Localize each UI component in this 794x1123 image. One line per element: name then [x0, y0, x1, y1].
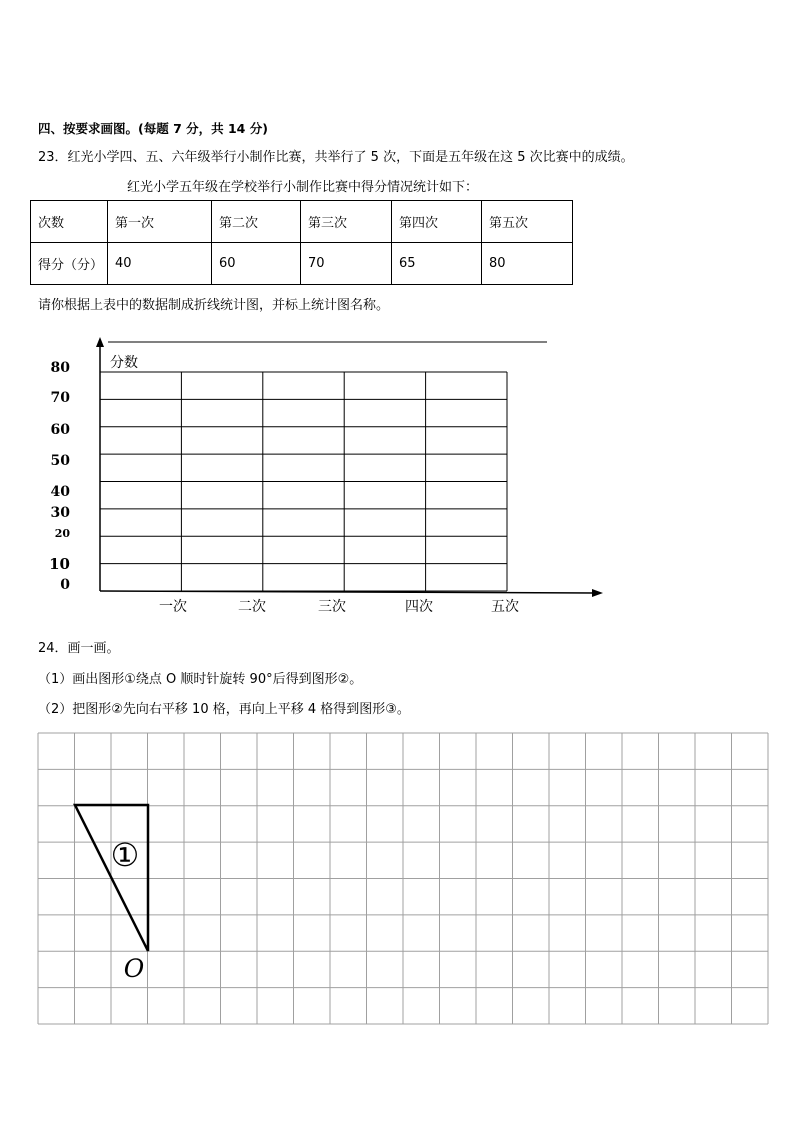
- y-tick-label: 30: [50, 505, 70, 521]
- table-header-cell: 第三次: [301, 201, 392, 243]
- table-cell: 40: [108, 243, 212, 285]
- x-tick-label: 二次: [238, 599, 266, 615]
- section-heading: 四、按要求画图。(每题 7 分，共 14 分): [38, 121, 268, 136]
- table-cell: 65: [392, 243, 482, 285]
- y-tick-label: 60: [50, 422, 70, 438]
- table-cell: 60: [212, 243, 301, 285]
- table-cell: 70: [301, 243, 392, 285]
- table-cell: 得分（分）: [31, 243, 108, 285]
- line-chart-blank: [0, 330, 794, 620]
- table-header-cell: 第四次: [392, 201, 482, 243]
- shape-1-label: ①: [110, 836, 140, 874]
- y-tick-label: 70: [50, 390, 70, 406]
- y-tick-label: 80: [50, 360, 70, 376]
- table-title: 红光小学五年级在学校举行小制作比赛中得分情况统计如下：: [127, 180, 479, 195]
- q24-step1: （1）画出图形①绕点 O 顺时针旋转 90°后得到图形②。: [38, 672, 363, 687]
- x-tick-labels: [159, 599, 519, 615]
- table-header-cell: 第五次: [482, 201, 573, 243]
- drawing-grid: [0, 725, 794, 1035]
- table-cell: 80: [482, 243, 573, 285]
- chart-grid[interactable]: [100, 372, 507, 591]
- table-row: [31, 243, 573, 285]
- table-header-cell: 第一次: [108, 201, 212, 243]
- x-tick-label: 五次: [491, 599, 519, 615]
- q23-instruction: 请你根据上表中的数据制成折线统计图，并标上统计图名称。: [38, 298, 390, 313]
- score-table: [30, 200, 573, 285]
- table-header-row: [31, 201, 573, 243]
- y-tick-label: 10: [49, 555, 70, 573]
- y-tick-labels: [49, 360, 70, 593]
- point-o-label: O: [123, 954, 145, 983]
- y-tick-label: 50: [50, 453, 70, 469]
- q23-prompt: 23．红光小学四、五、六年级举行小制作比赛，共举行了 5 次，下面是五年级在这 5 次比赛中的成绩。: [38, 150, 634, 165]
- table-header-cell: 第二次: [212, 201, 301, 243]
- y-tick-label: 20: [54, 527, 70, 540]
- x-tick-label: 三次: [318, 599, 346, 615]
- x-tick-label: 四次: [405, 599, 433, 615]
- x-tick-label: 一次: [159, 599, 187, 615]
- q24-step2: （2）把图形②先向右平移 10 格，再向上平移 4 格得到图形③。: [38, 702, 410, 717]
- table-header-cell: 次数: [31, 201, 108, 243]
- y-axis-title: 分数: [110, 355, 138, 371]
- y-tick-label: 0: [60, 577, 70, 593]
- q24-title: 24．画一画。: [38, 641, 120, 656]
- x-axis: [100, 591, 595, 593]
- y-axis-arrow-icon: [96, 337, 104, 347]
- x-axis-arrow-icon: [592, 589, 603, 597]
- y-tick-label: 40: [50, 484, 70, 500]
